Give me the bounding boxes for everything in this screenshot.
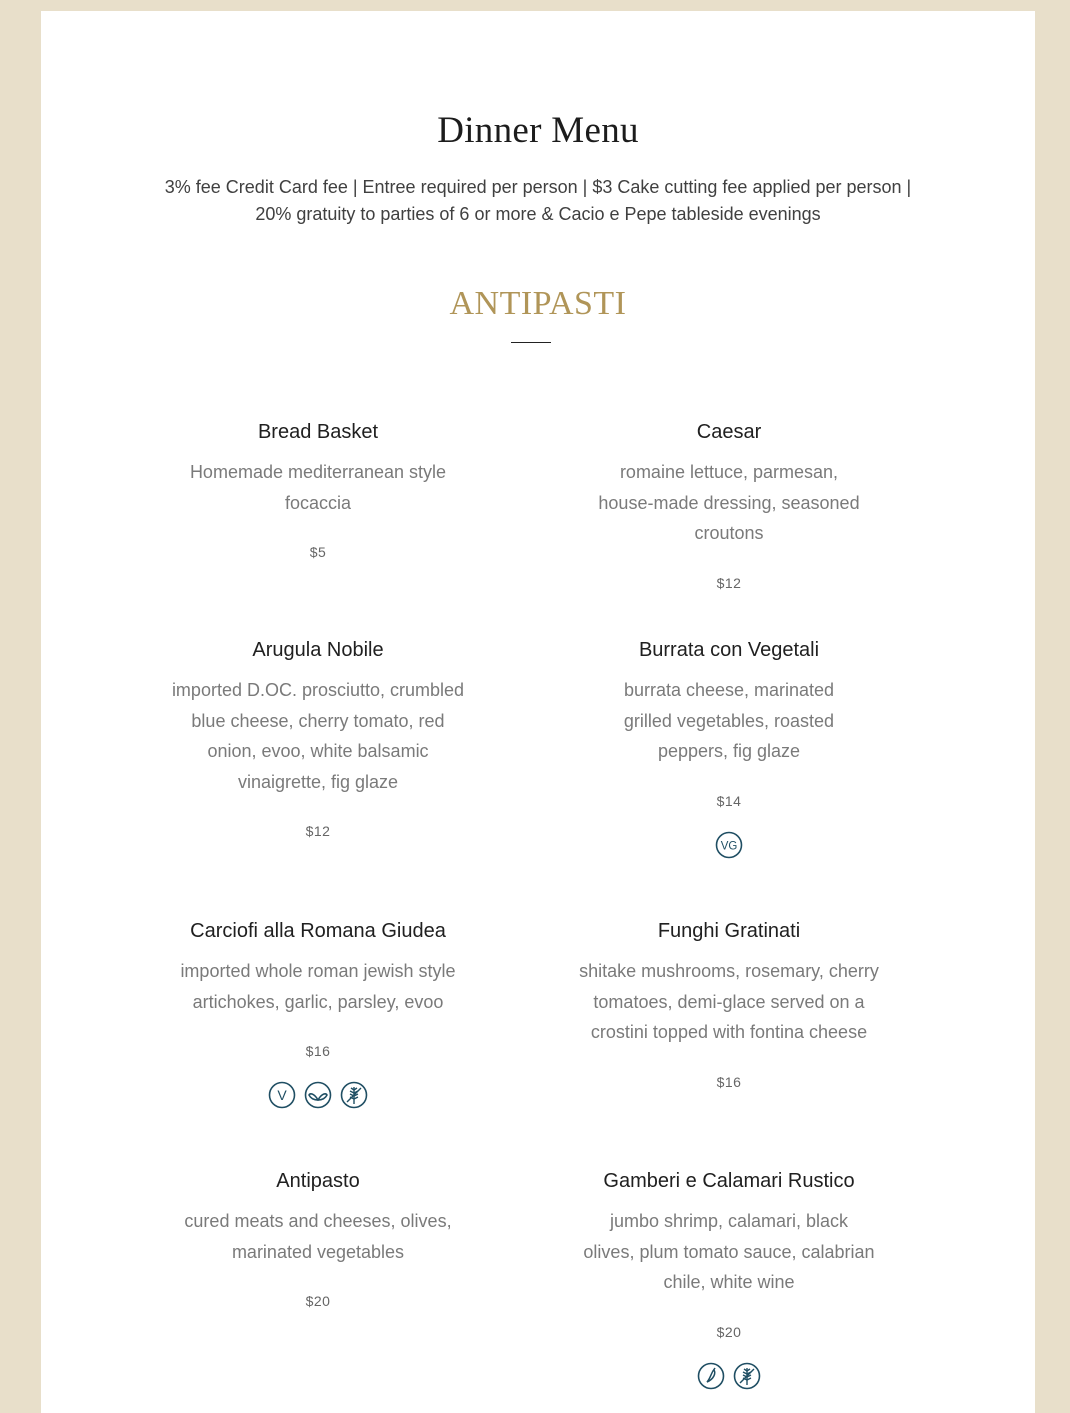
menu-item-name: Burrata con Vegetali — [638, 639, 820, 661]
leaf-icon — [304, 1081, 332, 1109]
menu-item-name: Caesar — [696, 421, 762, 443]
menu-item-description: jumbo shrimp, calamari, black olives, plum tomato sauce, calabrian chile, white wine — [583, 1211, 875, 1292]
page-title: Dinner Menu — [437, 110, 639, 151]
menu-item — [153, 637, 483, 840]
menu-item-description: burrata cheese, marinated grilled vegetables, roasted peppers, fig glaze — [623, 680, 835, 761]
menu-item-description: cured meats and cheeses, olives, marinated vegetables — [184, 1211, 452, 1262]
menu-item-price: $12 — [305, 823, 331, 839]
menu-item — [153, 1168, 483, 1310]
menu-item-description: shitake mushrooms, rosemary, cherry tomatoes, demi-glace served on a crostini topped with fontina cheese — [579, 961, 879, 1042]
menu-item — [564, 637, 894, 859]
menu-item — [564, 1168, 894, 1390]
menu-item-name: Gamberi e Calamari Rustico — [603, 1170, 855, 1192]
menu-item-price: $16 — [305, 1043, 331, 1059]
dietary-badges — [564, 831, 894, 859]
menu-item-name: Carciofi alla Romana Giudea — [190, 920, 446, 942]
wheat-icon — [733, 1362, 761, 1390]
menu-item-price: $5 — [309, 544, 327, 560]
menu-item-price: $20 — [716, 1323, 742, 1340]
menu-item-name: Funghi Gratinati — [657, 920, 801, 942]
menu-item-price: $14 — [716, 792, 742, 809]
menu-item-price: $20 — [305, 1293, 331, 1309]
notice-line-2: 20% gratuity to parties of 6 or more & Cacio e Pepe tableside evenings — [255, 204, 821, 224]
menu-item — [564, 419, 894, 592]
menu-item — [153, 419, 483, 561]
menu-item — [153, 918, 483, 1109]
menu-item-price: $16 — [716, 1073, 742, 1090]
svg-text:V: V — [277, 1087, 287, 1103]
menu-item-description: imported whole roman jewish style artichokes, garlic, parsley, evoo — [180, 961, 456, 1012]
wheat-icon — [340, 1081, 368, 1109]
menu-card — [41, 11, 1035, 1413]
menu-item-price: $12 — [716, 574, 742, 591]
svg-text:VG: VG — [720, 839, 738, 852]
menu-notice — [41, 174, 1035, 228]
menu-item — [564, 918, 894, 1091]
dietary-badges — [153, 1081, 483, 1109]
menu-item-name: Bread Basket — [257, 421, 379, 443]
menu-item-name: Arugula Nobile — [252, 639, 384, 661]
section-title-antipasti: ANTIPASTI — [449, 285, 627, 322]
section-divider — [511, 342, 551, 343]
notice-line-1: 3% fee Credit Card fee | Entree required per person | $3 Cake cutting fee applied per person | — [164, 177, 912, 197]
menu-item-description: romaine lettuce, parmesan, house-made dressing, seasoned croutons — [598, 462, 860, 543]
dietary-badges — [564, 1362, 894, 1390]
menu-item-description: imported D.OC. prosciutto, crumbled blue cheese, cherry tomato, red onion, evoo, white balsamic vinaigrette, fig glaze — [171, 680, 465, 792]
menu-item-name: Antipasto — [276, 1170, 360, 1192]
vegan-vg-icon — [715, 831, 743, 859]
chili-pepper-icon — [697, 1362, 725, 1390]
vegetarian-icon — [268, 1081, 296, 1109]
menu-item-description: Homemade mediterranean style focaccia — [189, 462, 447, 513]
